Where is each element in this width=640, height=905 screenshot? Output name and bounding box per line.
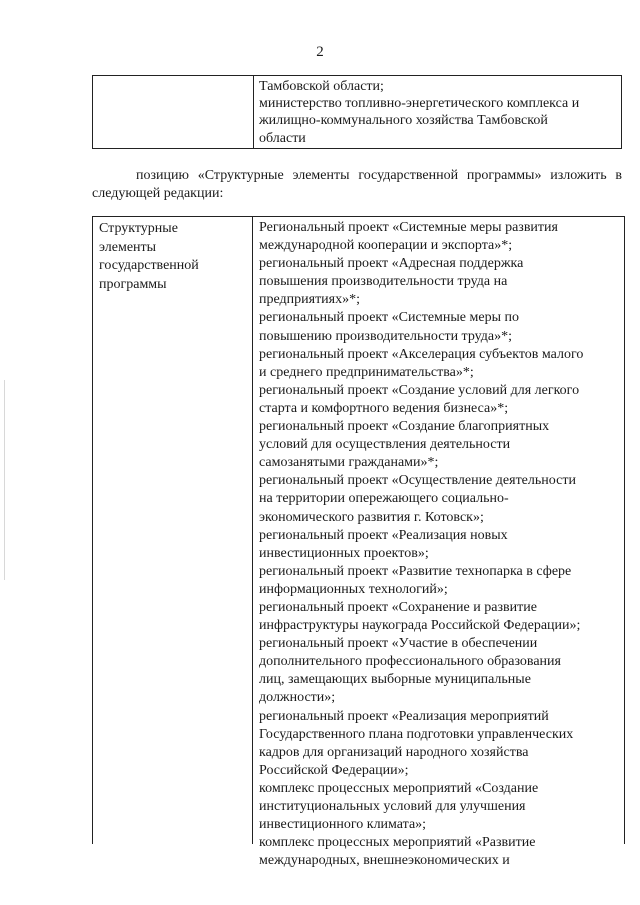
table-line: Региональный проект «Системные меры развития — [259, 220, 558, 235]
body-paragraph: позицию «Структурные элементы государственной программы» изложить в следующей редакции: — [92, 168, 622, 201]
table-line: должности»; — [259, 690, 336, 706]
table-line: Тамбовской области; — [259, 79, 384, 94]
table-line: на территории опережающего социально- — [259, 491, 509, 507]
table-line: комплекс процессных мероприятий «Создание — [259, 780, 539, 796]
table-line: Российской Федерации»; — [259, 762, 409, 778]
table-line: информационных технологий»; — [259, 581, 448, 597]
table-line: Государственного плана подготовки управленческих — [259, 726, 574, 742]
table-left-cell — [99, 220, 247, 294]
table-line: инвестиционных проектов»; — [259, 545, 429, 561]
table-line: области — [259, 130, 306, 146]
table-line: международных, внешнеэкономических и — [259, 853, 510, 869]
table-line: региональный проект «Акселерация субъектов малого — [259, 346, 584, 362]
table-line: Структурные — [99, 221, 178, 236]
table-line: дополнительного профессионального образования — [259, 654, 561, 670]
table-divider — [252, 217, 253, 844]
table-line: лиц, замещающих выборные муниципальные — [259, 672, 531, 688]
table-right-cell — [259, 219, 623, 870]
table-line: региональный проект «Создание условий для легкого — [259, 382, 580, 398]
table-line: повышения производительности труда на — [259, 274, 508, 290]
table-line: жилищно-коммунального хозяйства Тамбовской — [259, 113, 548, 129]
table-line: региональный проект «Развитие технопарка в сфере — [259, 563, 572, 579]
scan-margin-mark — [4, 380, 5, 580]
table-line: министерство топливно-энергетического комплекса и — [259, 96, 580, 112]
table-line: региональный проект «Реализация мероприятий — [259, 708, 549, 724]
table-line: международной кооперации и экспорта»*; — [259, 238, 513, 254]
table-line: элементы — [99, 239, 157, 255]
table-line: региональный проект «Системные меры по — [259, 310, 519, 326]
table-line: региональный проект «Реализация новых — [259, 527, 508, 543]
table-line: самозанятыми гражданами»*; — [259, 455, 439, 471]
table-line: инфраструктуры наукограда Российской Федерации»; — [259, 618, 581, 634]
table-line: экономического развития г. Котовск»; — [259, 509, 484, 525]
table-line: старта и комфортного ведения бизнеса»*; — [259, 400, 509, 416]
table-line: комплекс процессных мероприятий «Развитие — [259, 835, 536, 851]
table-line: региональный проект «Участие в обеспечении — [259, 636, 538, 652]
table-line: программы — [99, 276, 167, 292]
table-divider — [253, 76, 254, 148]
table-line: региональный проект «Адресная поддержка — [259, 256, 524, 272]
table-line: кадров для организаций народного хозяйства — [259, 744, 529, 760]
table-line: повышению производительности труда»*; — [259, 328, 513, 344]
page-number: 2 — [316, 44, 324, 60]
table-line: предприятиях»*; — [259, 292, 361, 308]
table-line: региональный проект «Создание благоприятных — [259, 419, 550, 435]
structural-elements-table — [92, 216, 625, 869]
table-line: и среднего предпринимательства»*; — [259, 364, 474, 380]
table-line: региональный проект «Осуществление деятельности — [259, 473, 576, 489]
table-line: институциональных условий для улучшения — [259, 799, 526, 814]
table-line: региональный проект «Сохранение и развитие — [259, 599, 537, 615]
table-line: условий для осуществления деятельности — [259, 437, 511, 453]
table-line: государственной — [99, 258, 199, 273]
top-table — [92, 75, 622, 149]
table-line: инвестиционного климата»; — [259, 817, 427, 833]
top-table-right-cell — [259, 78, 619, 147]
